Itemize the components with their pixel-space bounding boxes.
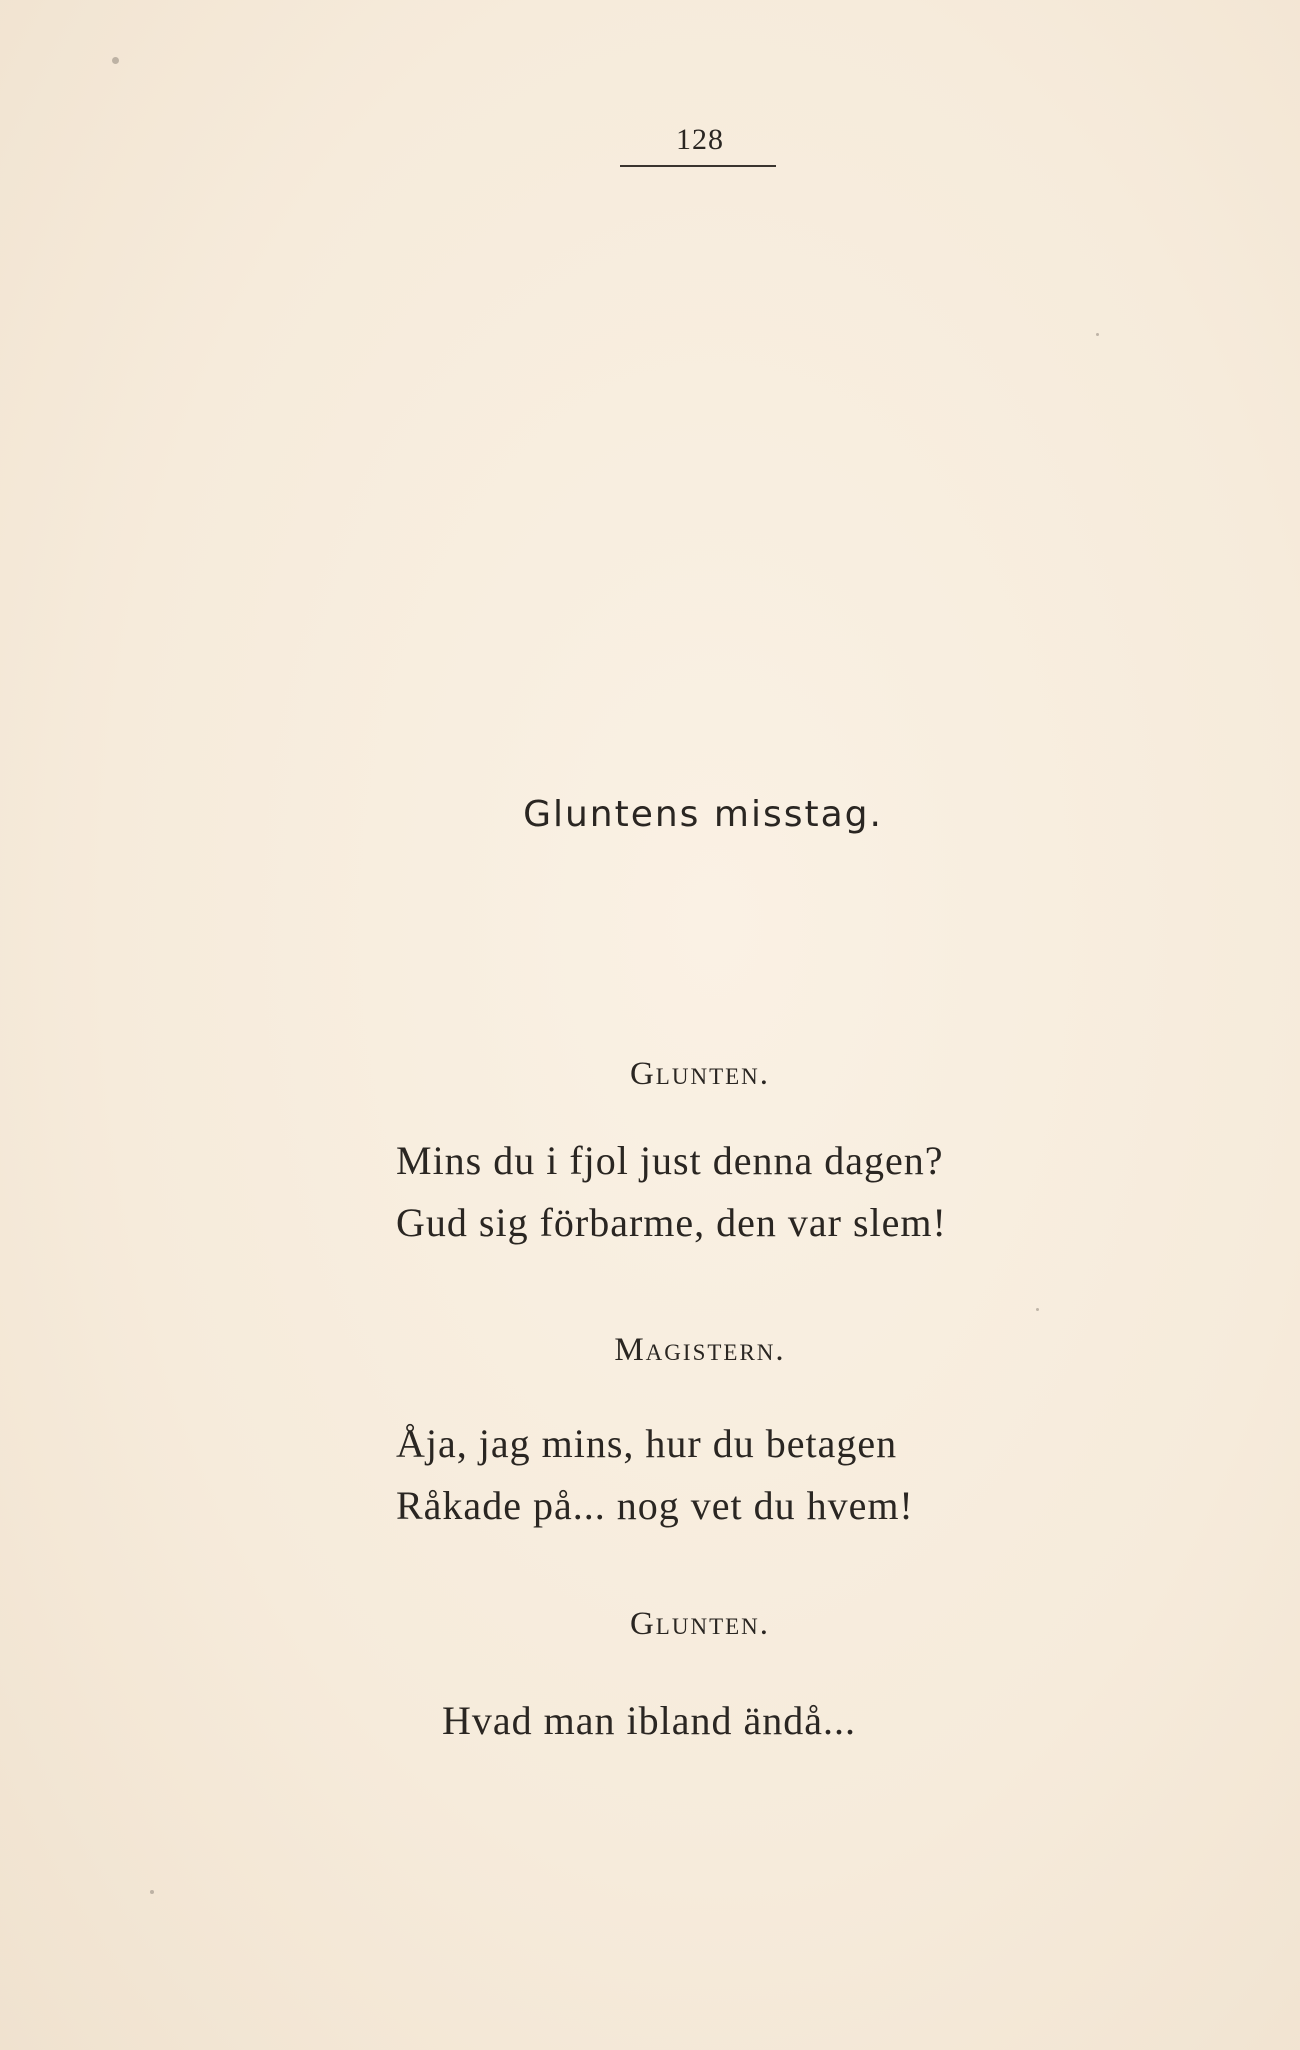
speaker-label: Magistern. [614,1332,786,1368]
verse-stanza [396,1130,947,1254]
paper-speck [112,57,119,64]
verse-line: Mins du i fjol just denna dagen? [396,1138,944,1183]
paper-speck [150,1890,154,1894]
verse-stanza [442,1690,856,1752]
page-number-rule [620,165,776,167]
page-number: 128 [676,123,724,156]
verse-line: Hvad man ibland ändå... [442,1698,856,1743]
poem-title: Gluntens misstag. [523,794,883,835]
verse-line: Råkade på... nog vet du hvem! [396,1483,914,1528]
verse-line: Åja, jag mins, hur du betagen [396,1421,898,1466]
verse-line: Gud sig förbarme, den var slem! [396,1200,947,1245]
speaker-label: Glunten. [629,1056,771,1092]
paper-speck [1096,333,1099,336]
speaker-label: Glunten. [629,1606,771,1642]
paper-speck [1036,1308,1039,1311]
verse-stanza [396,1413,914,1537]
